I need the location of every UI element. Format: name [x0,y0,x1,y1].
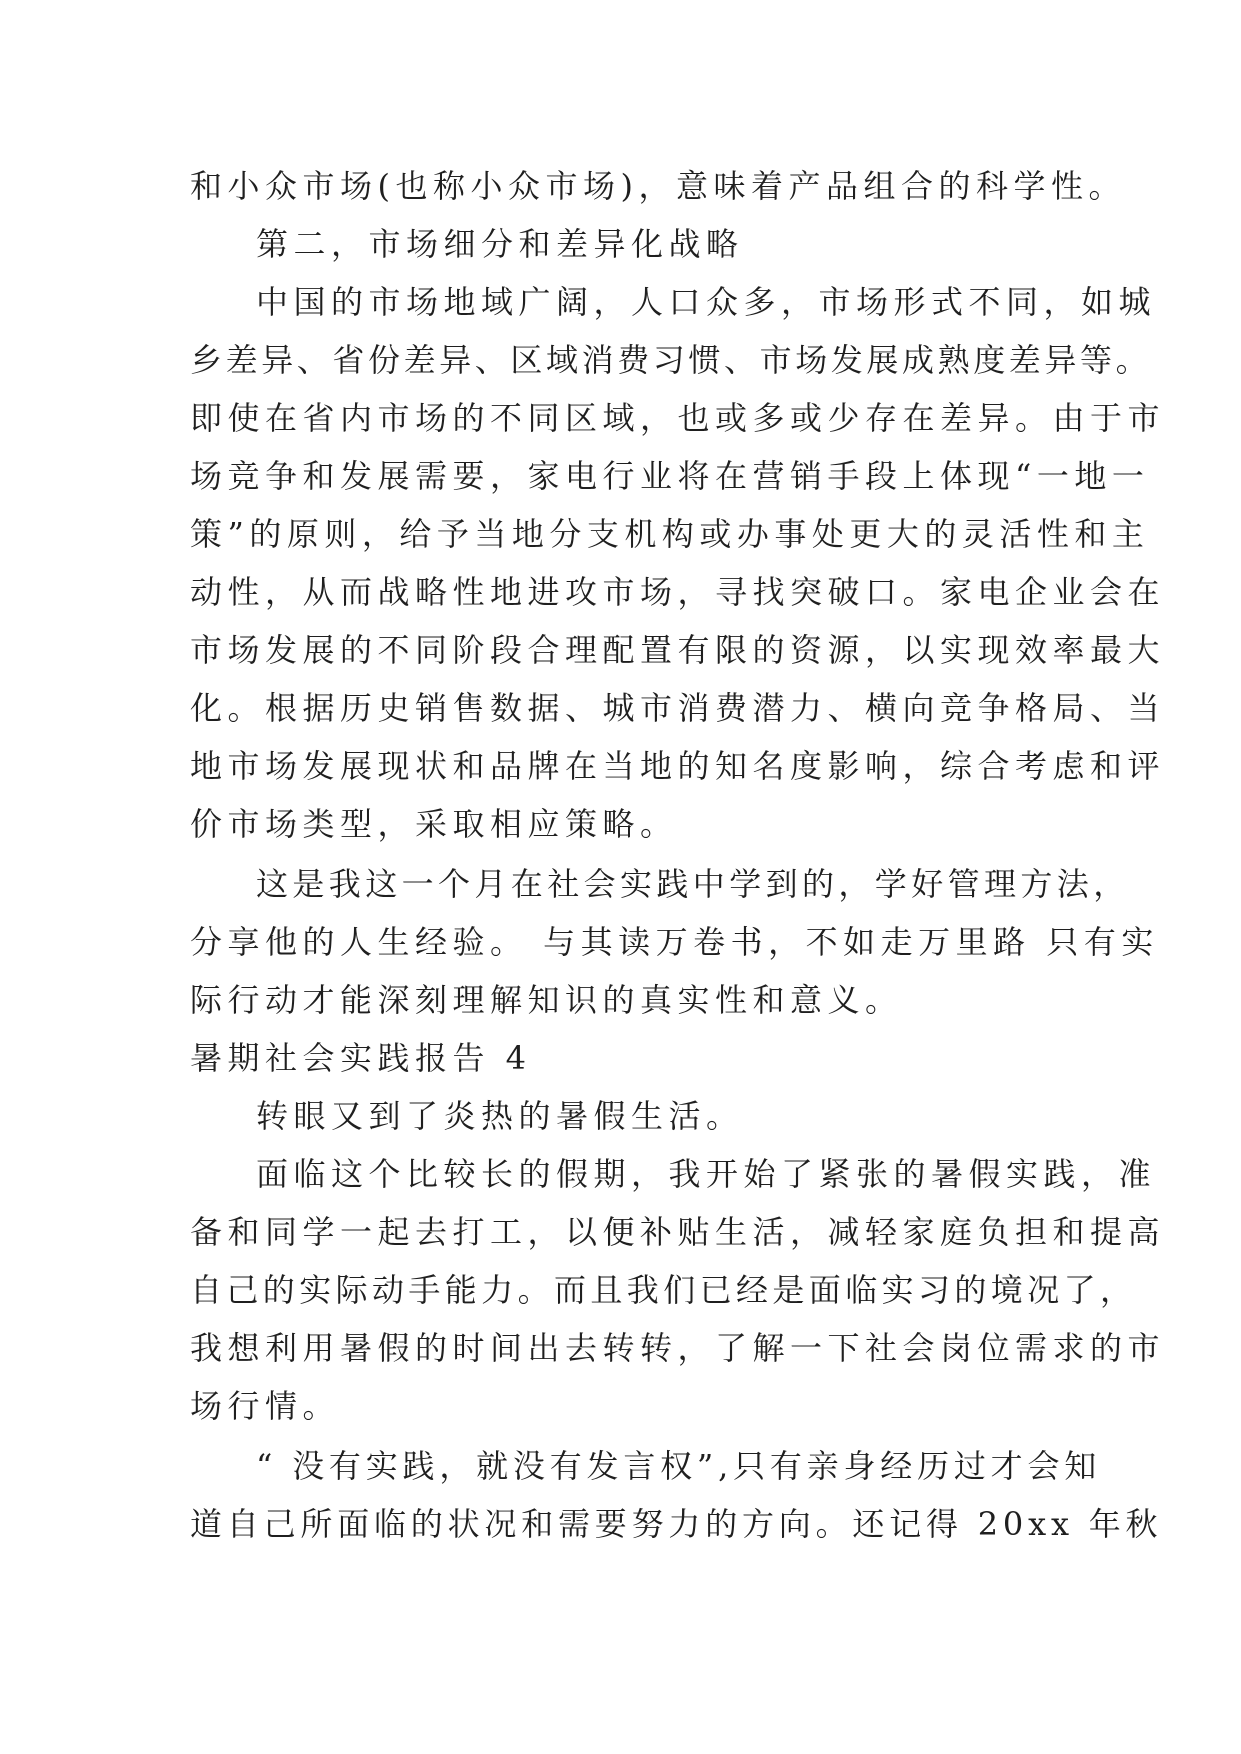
section-heading: 第二，市场细分和差异化战略 [256,225,744,263]
text-line: 动性，从而战略性地进攻市场，寻找突破口。家电企业会在 [190,573,1166,611]
text-line: 策”的原则，给予当地分支机构或办事处更大的灵活性和主 [190,515,1150,553]
text-line: 中国的市场地域广阔，人口众多，市场形式不同，如城 [256,283,1157,321]
text-line: 道自己所面临的状况和需要努力的方向。还记得 20xx 年秋 [190,1505,1163,1543]
text-line: “ 没有实践，就没有发言权”,只有亲身经历过才会知 [256,1447,1102,1485]
text-line: 这是我这一个月在社会实践中学到的，学好管理方法， [256,865,1130,903]
text-line: 化。根据历史销售数据、城市消费潜力、横向竞争格局、当 [190,689,1166,727]
text-line: 乡差异、省份差异、区域消费习惯、市场发展成熟度差异等。 [190,341,1152,379]
text-line: 地市场发展现状和品牌在当地的知名度影响，综合考虑和评 [190,747,1166,785]
text-line: 价市场类型，采取相应策略。 [190,805,678,843]
text-line: 和小众市场(也称小众市场)，意味着产品组合的科学性。 [190,167,1126,205]
text-line: 转眼又到了炎热的暑假生活。 [256,1097,744,1135]
text-line: 际行动才能深刻理解知识的真实性和意义。 [190,981,903,1019]
text-line: 自己的实际动手能力。而且我们已经是面临实习的境况了， [190,1271,1137,1309]
report-title: 暑期社会实践报告 4 [190,1039,532,1077]
text-line: 备和同学一起去打工，以便补贴生活，减轻家庭负担和提高 [190,1213,1166,1251]
text-line: 场竞争和发展需要，家电行业将在营销手段上体现“一地一 [190,457,1150,495]
text-line: 我想利用暑假的时间出去转转，了解一下社会岗位需求的市 [190,1329,1166,1367]
text-line: 面临这个比较长的假期，我开始了紧张的暑假实践，准 [256,1155,1157,1193]
text-line: 分享他的人生经验。 与其读万卷书，不如走万里路 只有实 [190,923,1159,961]
text-line: 市场发展的不同阶段合理配置有限的资源，以实现效率最大 [190,631,1166,669]
text-line: 即使在省内市场的不同区域，也或多或少存在差异。由于市 [190,399,1166,437]
text-line: 场行情。 [190,1387,341,1425]
